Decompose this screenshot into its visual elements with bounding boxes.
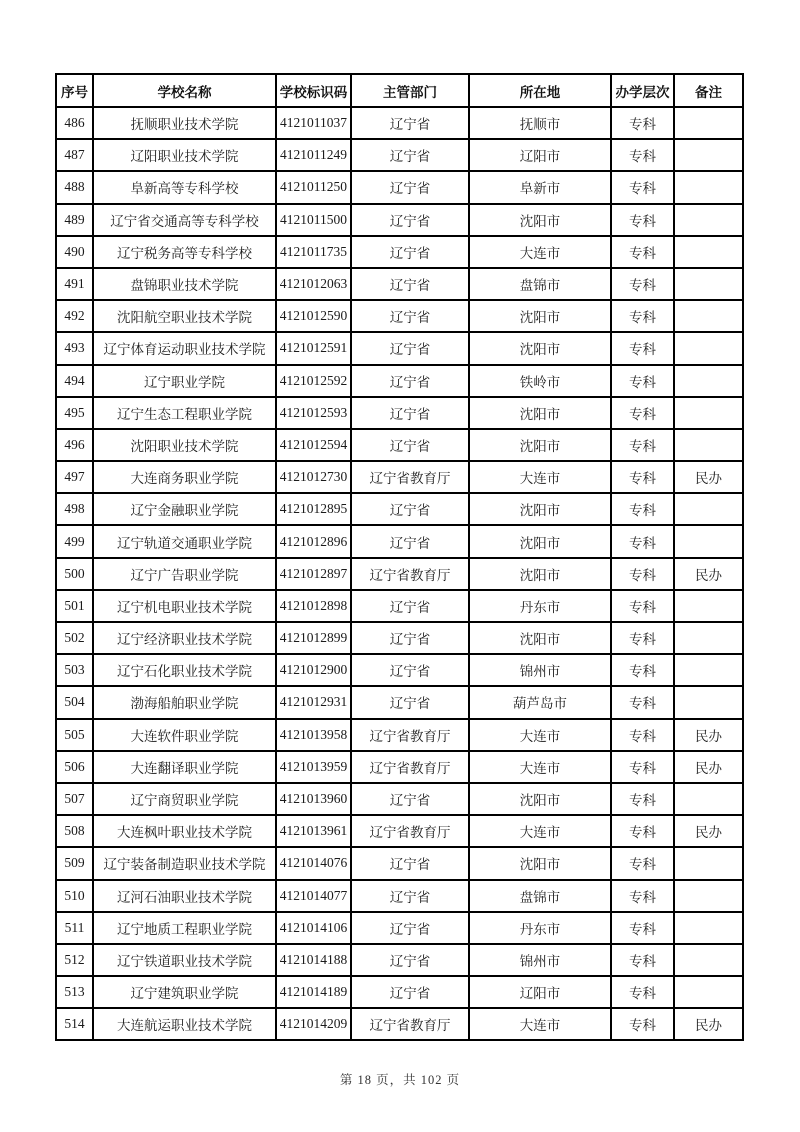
- cell-location: 沈阳市: [469, 332, 611, 364]
- cell-index: 505: [56, 719, 93, 751]
- table-row: [56, 332, 743, 364]
- cell-school-code: 4121014076: [276, 847, 351, 879]
- cell-note: [674, 783, 743, 815]
- cell-school-name: 沈阳职业技术学院: [93, 429, 276, 461]
- table-row: [56, 654, 743, 686]
- cell-authority: 辽宁省教育厅: [351, 1008, 469, 1040]
- cell-authority: 辽宁省: [351, 654, 469, 686]
- cell-authority: 辽宁省: [351, 525, 469, 557]
- cell-authority: 辽宁省教育厅: [351, 751, 469, 783]
- cell-index: 504: [56, 686, 93, 718]
- cell-location: 沈阳市: [469, 204, 611, 236]
- cell-school-name: 辽宁铁道职业技术学院: [93, 944, 276, 976]
- cell-index: 509: [56, 847, 93, 879]
- cell-note: 民办: [674, 558, 743, 590]
- cell-location: 沈阳市: [469, 397, 611, 429]
- cell-level: 专科: [611, 590, 674, 622]
- table-row: [56, 558, 743, 590]
- cell-location: 抚顺市: [469, 107, 611, 139]
- cell-index: 506: [56, 751, 93, 783]
- cell-school-name: 沈阳航空职业技术学院: [93, 300, 276, 332]
- cell-location: 沈阳市: [469, 783, 611, 815]
- table-header-row: [56, 74, 743, 107]
- cell-note: 民办: [674, 1008, 743, 1040]
- table-row: [56, 815, 743, 847]
- cell-school-name: 辽宁体育运动职业技术学院: [93, 332, 276, 364]
- column-header-authority: 主管部门: [351, 74, 469, 107]
- cell-level: 专科: [611, 107, 674, 139]
- table-row: [56, 236, 743, 268]
- cell-note: 民办: [674, 719, 743, 751]
- column-header-school-code: 学校标识码: [276, 74, 351, 107]
- cell-index: 511: [56, 912, 93, 944]
- cell-authority: 辽宁省: [351, 139, 469, 171]
- cell-authority: 辽宁省: [351, 590, 469, 622]
- cell-location: 大连市: [469, 815, 611, 847]
- cell-note: 民办: [674, 461, 743, 493]
- cell-school-code: 4121012931: [276, 686, 351, 718]
- cell-note: [674, 332, 743, 364]
- cell-level: 专科: [611, 783, 674, 815]
- cell-index: 496: [56, 429, 93, 461]
- cell-school-name: 辽阳职业技术学院: [93, 139, 276, 171]
- cell-location: 丹东市: [469, 590, 611, 622]
- cell-note: [674, 880, 743, 912]
- cell-location: 铁岭市: [469, 365, 611, 397]
- cell-level: 专科: [611, 493, 674, 525]
- cell-note: [674, 397, 743, 429]
- cell-authority: 辽宁省: [351, 365, 469, 397]
- cell-school-code: 4121012592: [276, 365, 351, 397]
- cell-level: 专科: [611, 204, 674, 236]
- cell-school-code: 4121013961: [276, 815, 351, 847]
- cell-level: 专科: [611, 139, 674, 171]
- cell-note: [674, 686, 743, 718]
- cell-note: [674, 236, 743, 268]
- cell-school-name: 大连翻译职业学院: [93, 751, 276, 783]
- column-header-index: 序号: [56, 74, 93, 107]
- table-row: [56, 365, 743, 397]
- cell-authority: 辽宁省: [351, 686, 469, 718]
- cell-authority: 辽宁省教育厅: [351, 815, 469, 847]
- cell-location: 葫芦岛市: [469, 686, 611, 718]
- cell-school-name: 辽宁广告职业学院: [93, 558, 276, 590]
- cell-authority: 辽宁省教育厅: [351, 558, 469, 590]
- cell-school-name: 抚顺职业技术学院: [93, 107, 276, 139]
- cell-level: 专科: [611, 332, 674, 364]
- cell-school-name: 辽宁生态工程职业学院: [93, 397, 276, 429]
- cell-note: [674, 365, 743, 397]
- cell-index: 497: [56, 461, 93, 493]
- page-number-footer: 第 18 页，共 102 页: [339, 1073, 461, 1087]
- cell-school-code: 4121012895: [276, 493, 351, 525]
- cell-school-name: 辽宁金融职业学院: [93, 493, 276, 525]
- cell-authority: 辽宁省: [351, 300, 469, 332]
- cell-school-code: 4121011735: [276, 236, 351, 268]
- table-row: [56, 300, 743, 332]
- cell-location: 沈阳市: [469, 847, 611, 879]
- cell-index: 495: [56, 397, 93, 429]
- cell-note: [674, 654, 743, 686]
- cell-school-code: 4121014188: [276, 944, 351, 976]
- cell-note: [674, 107, 743, 139]
- cell-index: 489: [56, 204, 93, 236]
- cell-level: 专科: [611, 461, 674, 493]
- cell-index: 486: [56, 107, 93, 139]
- cell-level: 专科: [611, 300, 674, 332]
- cell-location: 大连市: [469, 1008, 611, 1040]
- cell-index: 491: [56, 268, 93, 300]
- cell-location: 沈阳市: [469, 525, 611, 557]
- cell-school-code: 4121014189: [276, 976, 351, 1008]
- cell-level: 专科: [611, 686, 674, 718]
- cell-index: 513: [56, 976, 93, 1008]
- cell-school-name: 辽宁税务高等专科学校: [93, 236, 276, 268]
- table-row: [56, 493, 743, 525]
- cell-school-name: 辽河石油职业技术学院: [93, 880, 276, 912]
- cell-school-name: 辽宁机电职业技术学院: [93, 590, 276, 622]
- cell-school-code: 4121013959: [276, 751, 351, 783]
- cell-index: 508: [56, 815, 93, 847]
- cell-school-name: 渤海船舶职业学院: [93, 686, 276, 718]
- cell-index: 499: [56, 525, 93, 557]
- cell-authority: 辽宁省: [351, 332, 469, 364]
- cell-location: 盘锦市: [469, 880, 611, 912]
- cell-school-code: 4121012897: [276, 558, 351, 590]
- cell-level: 专科: [611, 976, 674, 1008]
- cell-location: 沈阳市: [469, 429, 611, 461]
- cell-authority: 辽宁省: [351, 493, 469, 525]
- cell-note: [674, 268, 743, 300]
- cell-level: 专科: [611, 751, 674, 783]
- cell-authority: 辽宁省: [351, 944, 469, 976]
- cell-school-code: 4121013960: [276, 783, 351, 815]
- cell-level: 专科: [611, 397, 674, 429]
- cell-note: [674, 847, 743, 879]
- cell-school-code: 4121012594: [276, 429, 351, 461]
- column-header-school-name: 学校名称: [93, 74, 276, 107]
- table-row: [56, 1008, 743, 1040]
- cell-index: 507: [56, 783, 93, 815]
- cell-level: 专科: [611, 171, 674, 203]
- cell-authority: 辽宁省: [351, 976, 469, 1008]
- table-row: [56, 590, 743, 622]
- cell-school-code: 4121012896: [276, 525, 351, 557]
- cell-level: 专科: [611, 268, 674, 300]
- cell-school-name: 大连航运职业技术学院: [93, 1008, 276, 1040]
- cell-school-name: 辽宁石化职业技术学院: [93, 654, 276, 686]
- cell-note: [674, 912, 743, 944]
- cell-index: 490: [56, 236, 93, 268]
- cell-index: 494: [56, 365, 93, 397]
- cell-level: 专科: [611, 815, 674, 847]
- table-row: [56, 847, 743, 879]
- table-row: [56, 268, 743, 300]
- cell-school-code: 4121014077: [276, 880, 351, 912]
- cell-school-name: 盘锦职业技术学院: [93, 268, 276, 300]
- cell-school-code: 4121012730: [276, 461, 351, 493]
- cell-note: [674, 622, 743, 654]
- cell-location: 锦州市: [469, 944, 611, 976]
- cell-school-name: 大连枫叶职业技术学院: [93, 815, 276, 847]
- cell-authority: 辽宁省: [351, 397, 469, 429]
- cell-school-code: 4121013958: [276, 719, 351, 751]
- cell-index: 498: [56, 493, 93, 525]
- table-row: [56, 880, 743, 912]
- cell-authority: 辽宁省: [351, 622, 469, 654]
- cell-location: 大连市: [469, 236, 611, 268]
- cell-authority: 辽宁省: [351, 171, 469, 203]
- cell-school-code: 4121011249: [276, 139, 351, 171]
- cell-level: 专科: [611, 236, 674, 268]
- cell-school-code: 4121012590: [276, 300, 351, 332]
- cell-location: 辽阳市: [469, 139, 611, 171]
- cell-level: 专科: [611, 944, 674, 976]
- table-row: [56, 622, 743, 654]
- table-row: [56, 429, 743, 461]
- cell-school-code: 4121012900: [276, 654, 351, 686]
- cell-school-name: 辽宁建筑职业学院: [93, 976, 276, 1008]
- cell-school-name: 阜新高等专科学校: [93, 171, 276, 203]
- cell-index: 503: [56, 654, 93, 686]
- cell-school-code: 4121012063: [276, 268, 351, 300]
- cell-level: 专科: [611, 365, 674, 397]
- cell-level: 专科: [611, 1008, 674, 1040]
- cell-note: [674, 139, 743, 171]
- column-header-level: 办学层次: [611, 74, 674, 107]
- cell-authority: 辽宁省: [351, 880, 469, 912]
- cell-note: [674, 525, 743, 557]
- cell-note: 民办: [674, 751, 743, 783]
- cell-authority: 辽宁省: [351, 783, 469, 815]
- cell-note: [674, 493, 743, 525]
- table-row: [56, 204, 743, 236]
- table-row: [56, 139, 743, 171]
- table-row: [56, 171, 743, 203]
- table-row: [56, 686, 743, 718]
- cell-location: 锦州市: [469, 654, 611, 686]
- cell-index: 501: [56, 590, 93, 622]
- cell-location: 丹东市: [469, 912, 611, 944]
- cell-location: 大连市: [469, 751, 611, 783]
- table-row: [56, 719, 743, 751]
- cell-level: 专科: [611, 847, 674, 879]
- cell-location: 大连市: [469, 461, 611, 493]
- cell-school-code: 4121012899: [276, 622, 351, 654]
- cell-index: 492: [56, 300, 93, 332]
- cell-authority: 辽宁省: [351, 236, 469, 268]
- cell-school-name: 辽宁省交通高等专科学校: [93, 204, 276, 236]
- table-row: [56, 944, 743, 976]
- cell-location: 沈阳市: [469, 558, 611, 590]
- table-row: [56, 525, 743, 557]
- column-header-location: 所在地: [469, 74, 611, 107]
- cell-level: 专科: [611, 558, 674, 590]
- cell-school-code: 4121011037: [276, 107, 351, 139]
- cell-school-code: 4121012898: [276, 590, 351, 622]
- table-row: [56, 461, 743, 493]
- cell-index: 512: [56, 944, 93, 976]
- cell-level: 专科: [611, 912, 674, 944]
- cell-location: 阜新市: [469, 171, 611, 203]
- cell-level: 专科: [611, 654, 674, 686]
- cell-school-code: 4121014106: [276, 912, 351, 944]
- cell-authority: 辽宁省: [351, 912, 469, 944]
- table-row: [56, 783, 743, 815]
- cell-school-name: 辽宁轨道交通职业学院: [93, 525, 276, 557]
- cell-index: 514: [56, 1008, 93, 1040]
- cell-level: 专科: [611, 880, 674, 912]
- cell-index: 493: [56, 332, 93, 364]
- cell-school-name: 大连商务职业学院: [93, 461, 276, 493]
- cell-note: [674, 976, 743, 1008]
- cell-note: [674, 429, 743, 461]
- cell-index: 500: [56, 558, 93, 590]
- cell-level: 专科: [611, 525, 674, 557]
- cell-school-code: 4121014209: [276, 1008, 351, 1040]
- cell-authority: 辽宁省: [351, 847, 469, 879]
- table-row: [56, 976, 743, 1008]
- cell-level: 专科: [611, 429, 674, 461]
- cell-authority: 辽宁省教育厅: [351, 719, 469, 751]
- cell-school-name: 辽宁职业学院: [93, 365, 276, 397]
- cell-location: 辽阳市: [469, 976, 611, 1008]
- cell-school-code: 4121012593: [276, 397, 351, 429]
- table-row: [56, 751, 743, 783]
- cell-authority: 辽宁省: [351, 429, 469, 461]
- cell-note: [674, 204, 743, 236]
- cell-school-name: 大连软件职业学院: [93, 719, 276, 751]
- cell-authority: 辽宁省教育厅: [351, 461, 469, 493]
- cell-index: 488: [56, 171, 93, 203]
- table-row: [56, 107, 743, 139]
- table-row: [56, 397, 743, 429]
- cell-location: 沈阳市: [469, 300, 611, 332]
- cell-level: 专科: [611, 719, 674, 751]
- cell-location: 盘锦市: [469, 268, 611, 300]
- school-list-table: [55, 73, 744, 1041]
- cell-school-code: 4121011250: [276, 171, 351, 203]
- cell-note: 民办: [674, 815, 743, 847]
- cell-authority: 辽宁省: [351, 268, 469, 300]
- cell-authority: 辽宁省: [351, 204, 469, 236]
- cell-note: [674, 300, 743, 332]
- cell-school-name: 辽宁经济职业技术学院: [93, 622, 276, 654]
- cell-school-name: 辽宁装备制造职业技术学院: [93, 847, 276, 879]
- column-header-note: 备注: [674, 74, 743, 107]
- cell-school-name: 辽宁商贸职业学院: [93, 783, 276, 815]
- cell-index: 487: [56, 139, 93, 171]
- cell-school-code: 4121011500: [276, 204, 351, 236]
- cell-location: 大连市: [469, 719, 611, 751]
- cell-note: [674, 171, 743, 203]
- table-row: [56, 912, 743, 944]
- cell-index: 510: [56, 880, 93, 912]
- cell-level: 专科: [611, 622, 674, 654]
- cell-note: [674, 590, 743, 622]
- cell-index: 502: [56, 622, 93, 654]
- cell-authority: 辽宁省: [351, 107, 469, 139]
- cell-school-code: 4121012591: [276, 332, 351, 364]
- cell-note: [674, 944, 743, 976]
- cell-location: 沈阳市: [469, 622, 611, 654]
- cell-location: 沈阳市: [469, 493, 611, 525]
- cell-school-name: 辽宁地质工程职业学院: [93, 912, 276, 944]
